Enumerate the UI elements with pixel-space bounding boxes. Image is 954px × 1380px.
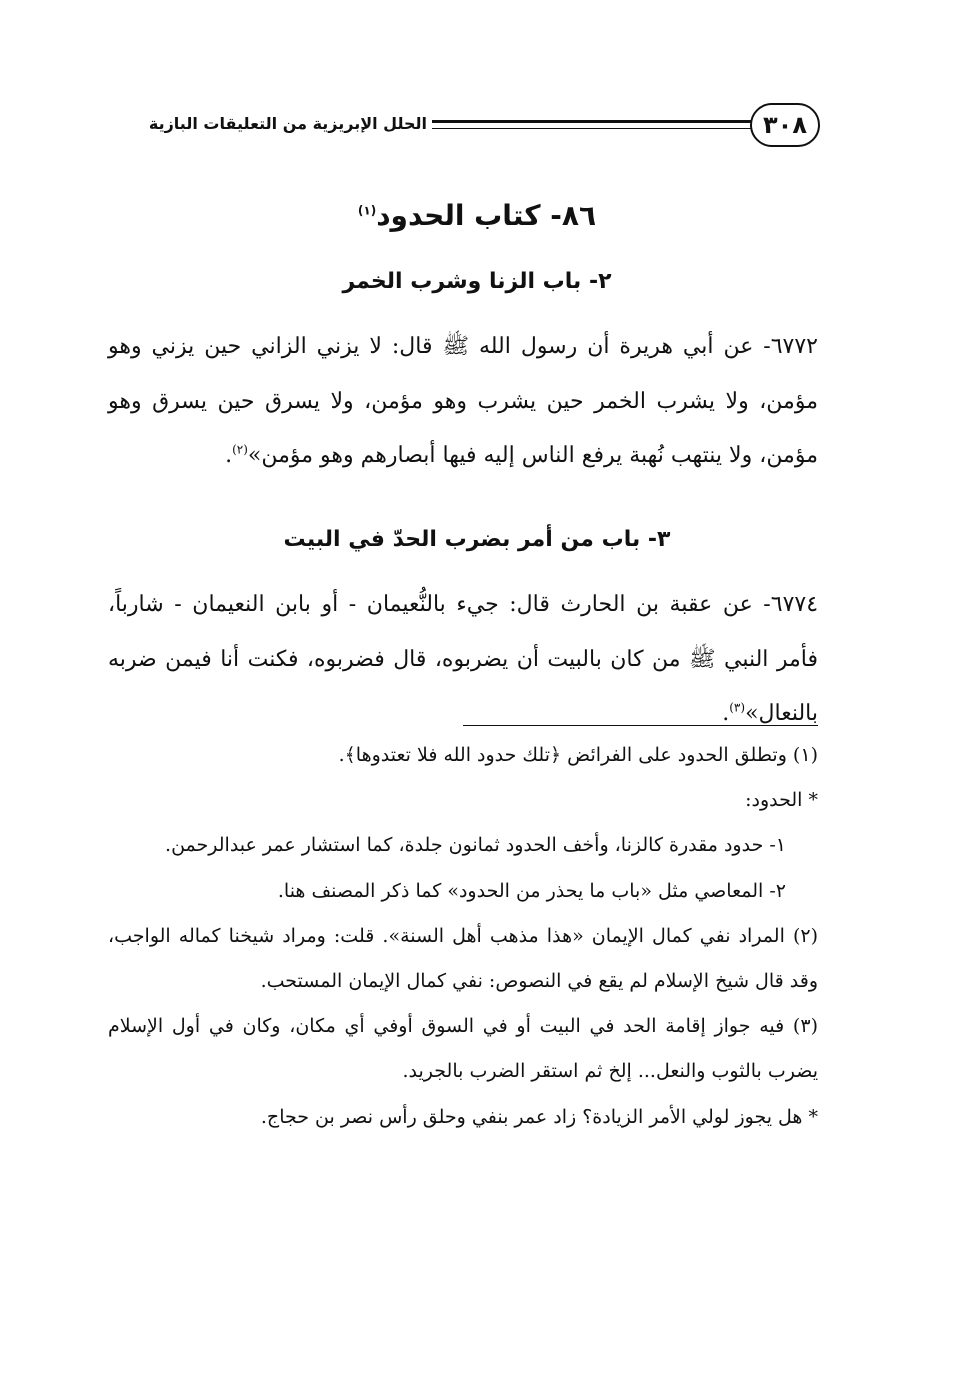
footnotes: [108, 733, 818, 1140]
hadith-6774-footnote-ref: (٣): [729, 700, 746, 715]
footnote-1-item-1: ١- حدود مقدرة كالزنا، وأخف الحدود ثمانون جلدة، كما استشار عمر عبدالرحمن.: [165, 834, 786, 857]
footnote-1-item-2: ٢- المعاصي مثل «باب ما يحذر من الحدود» كما ذكر المصنف هنا.: [277, 879, 786, 902]
hadith-6772-footnote-ref: (٢): [232, 442, 248, 457]
hadith-6774: [108, 578, 818, 742]
book-title-text: ٨٦- كتاب الحدود: [376, 199, 597, 232]
book-title: [0, 196, 954, 236]
hadith-6772-text: ٦٧٧٢- عن أبي هريرة أن رسول الله ﷺ قال: لا يزني الزاني حين يزني وهو مؤمن، ولا يشرب الخمر حين يشرب وهو مؤمن، ولا يسرق حين يسرق وهو مؤمن، ولا ينتهب نُهبة يرفع الناس إليه فيها أبصارهم وهو مؤمن»: [108, 334, 818, 468]
hadith-6774-text: ٦٧٧٤- عن عقبة بن الحارث قال: جيء بالنُّعيمان - أو بابن النعيمان - شارباً، فأمر النبي ﷺ من كان بالبيت أن يضربوه، قال فضربوه، فكنت أنا فيمن ضربه بالنعال»: [108, 592, 819, 726]
footnote-3: (٣) فيه جواز إقامة الحد في البيت أو في السوق أوفي أي مكان، وكان في أول الإسلام يضرب بالثوب والنعل... إلخ ثم استقر الضرب بالجريد.: [108, 1015, 818, 1083]
footnote-3-bullet: * هل يجوز لولي الأمر الزيادة؟ زاد عمر بنفي وحلق رأس نصر بن حجاج.: [260, 1105, 818, 1128]
hadith-6774-end: .: [722, 701, 730, 726]
hadith-6772-end: .: [225, 443, 233, 468]
footnote-2: (٢) المراد نفي كمال الإيمان «هذا مذهب أهل السنة». قلت: ومراد شيخنا كماله الواجب، وقد قال شيخ الإسلام لم يقع في النصوص: نفي كمال الإيمان المستحب.: [108, 924, 818, 993]
chapter-title-2: ٣- باب من أمر بضرب الحدّ في البيت: [283, 527, 671, 552]
running-title: الحلل الإبريزية من التعليقات البازية: [148, 114, 427, 133]
page-number-text: ٣٠٨: [763, 111, 807, 139]
header-rule: [432, 120, 754, 129]
page-number: [750, 103, 820, 147]
footnote-separator: [463, 725, 818, 726]
footnote-1-bullet: * الحدود:: [745, 789, 818, 812]
hadith-6772: [108, 320, 818, 484]
footnote-1: (١) وتطلق الحدود على الفرائض ﴿تلك حدود الله فلا تعتدوها﴾.: [338, 744, 818, 766]
chapter-title-1: ٢- باب الزنا وشرب الخمر: [342, 269, 612, 294]
page-header: [105, 103, 820, 151]
book-title-footnote-ref: (١): [357, 203, 377, 218]
